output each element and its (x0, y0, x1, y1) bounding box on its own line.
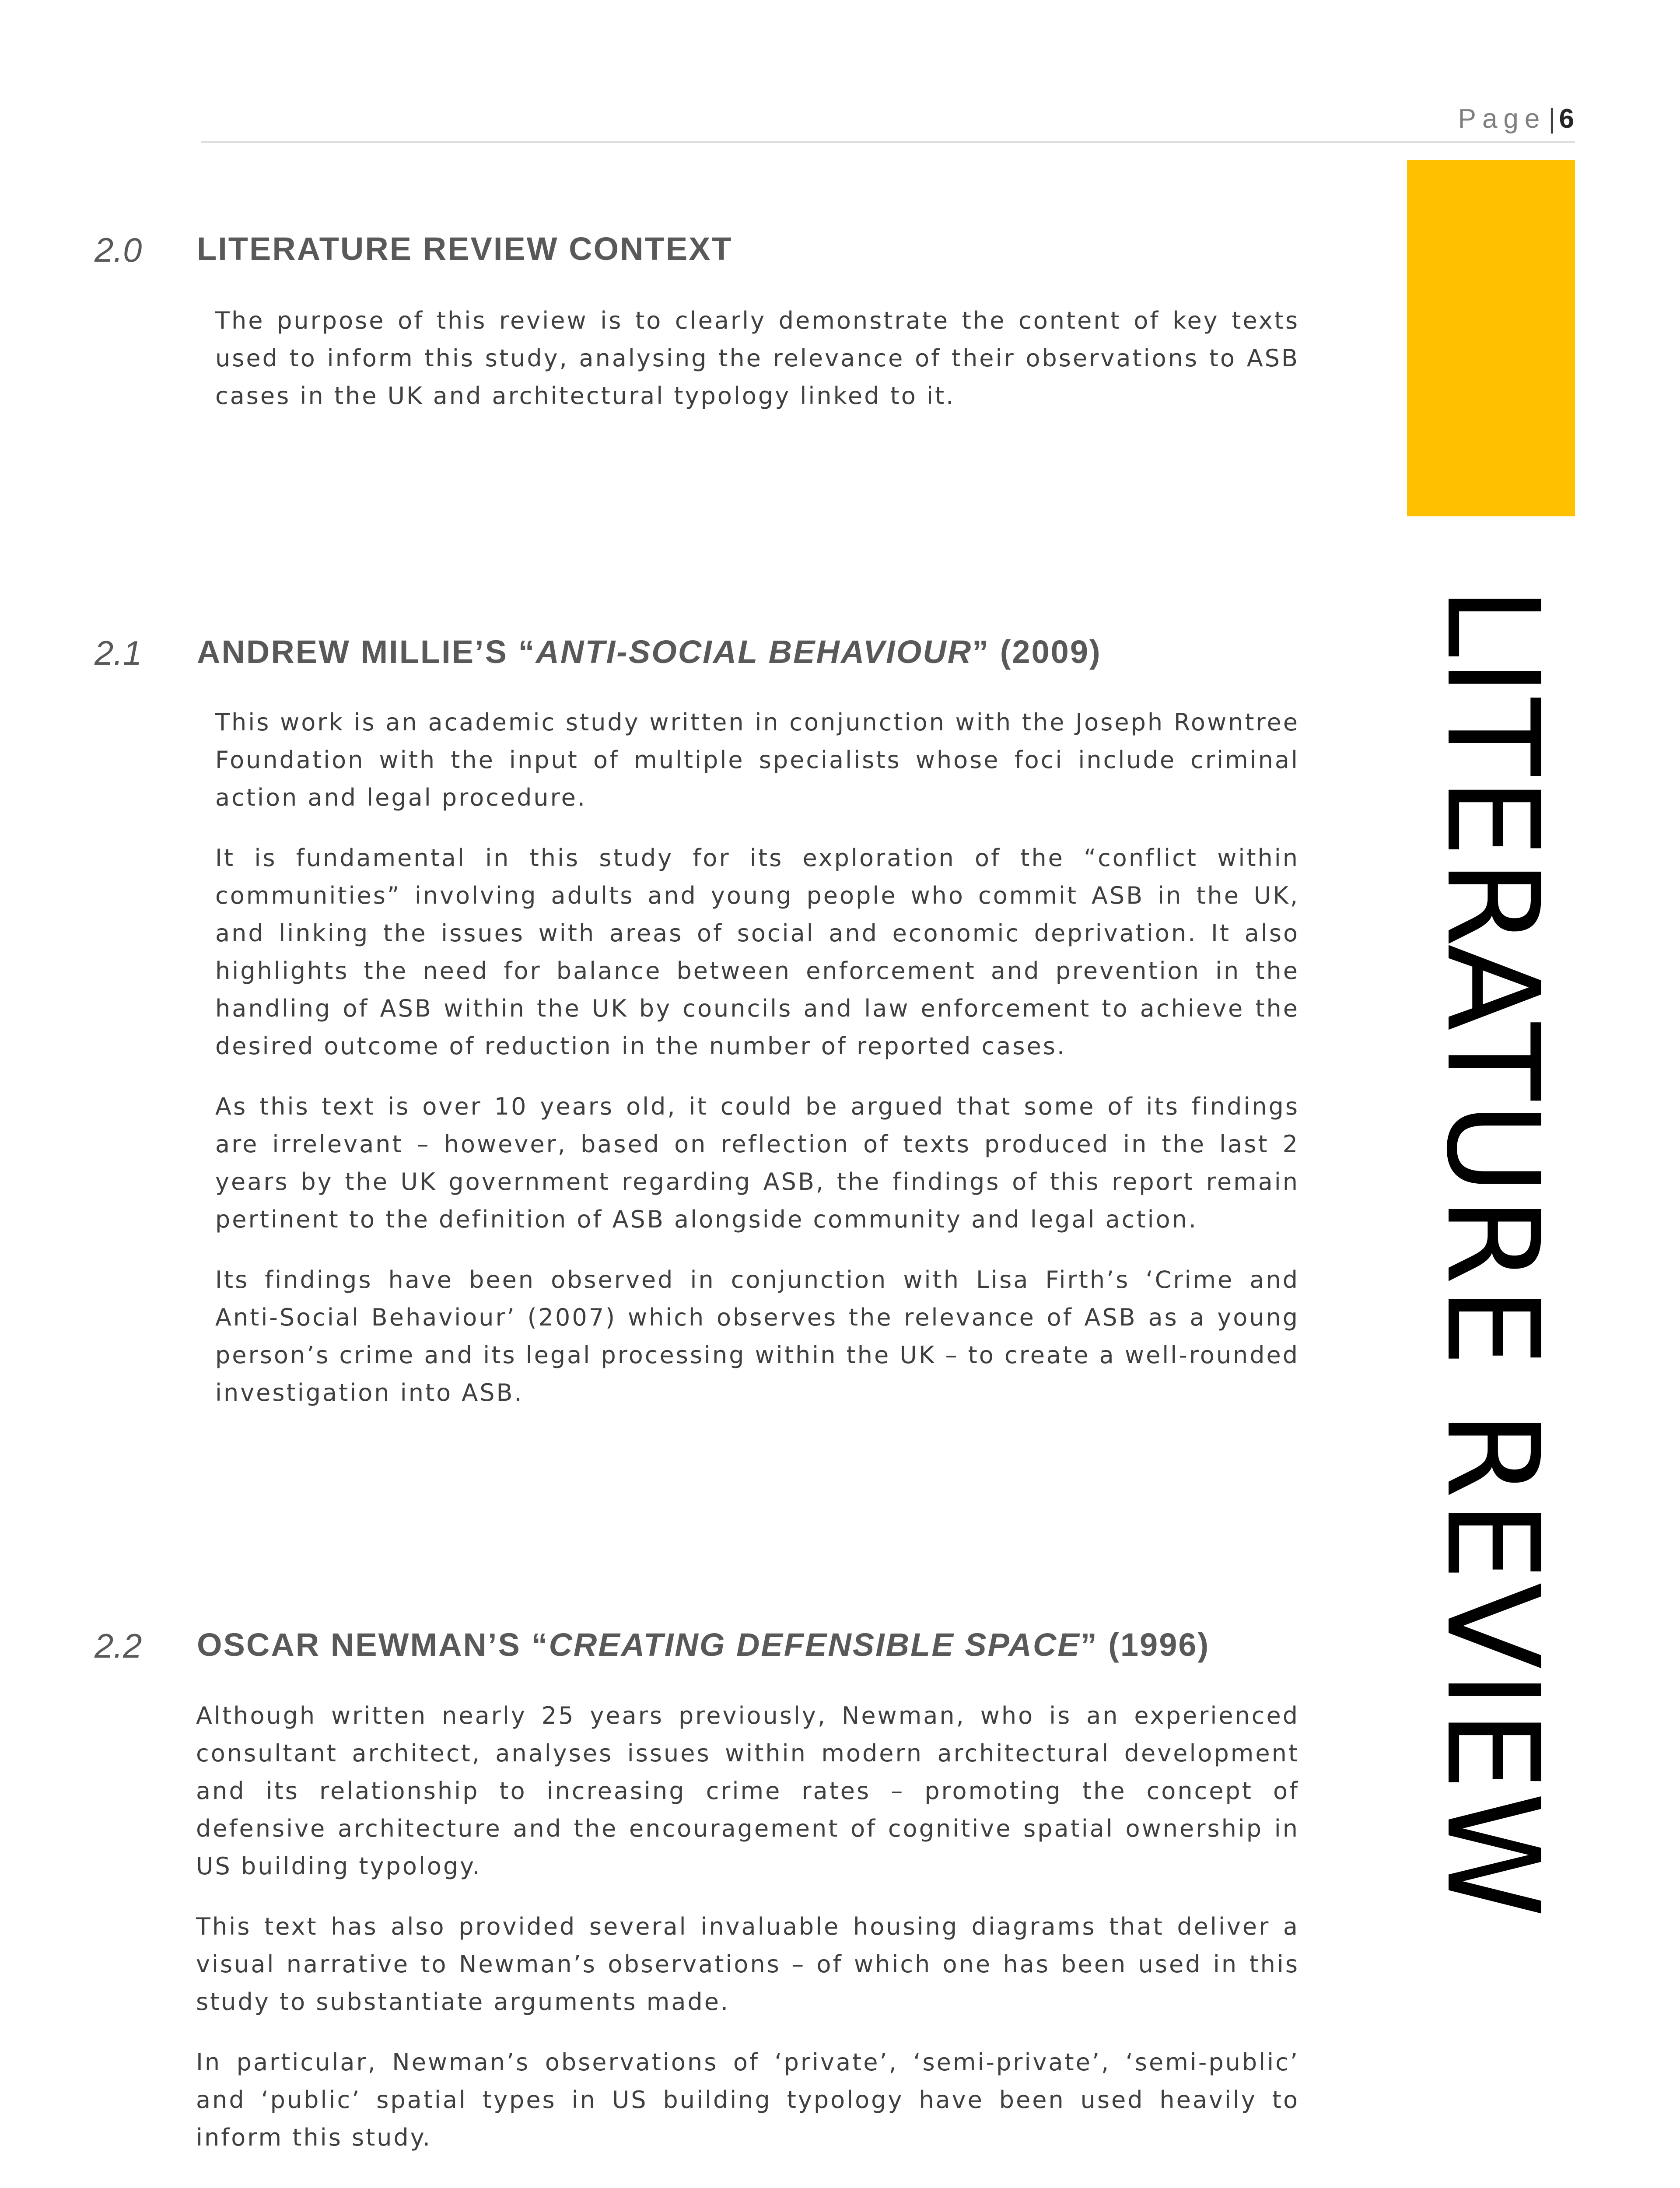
paragraph: The purpose of this review is to clearly demonstrate the content of key texts used to inform this study, analysing the relevance of their observations to ASB cases in the UK and architectural typology linked to it. (215, 307, 1299, 410)
section-number: 2.2 (94, 1627, 142, 1665)
section-number: 2.1 (94, 634, 142, 672)
paragraph: As this text is over 10 years old, it could be argued that some of its findings are irrelevant – however, based on reflection of texts produced in the last 2 years by the UK government regarding ASB, the findings of this report remain pertinent to the definition of ASB alongside community and legal action. (215, 1093, 1299, 1233)
paragraph: This work is an academic study written in conjunction with the Joseph Rowntree Foundation with the input of multiple specialists whose foci include criminal action and legal procedure. (215, 708, 1299, 811)
paragraph: In particular, Newman’s observations of ‘private’, ‘semi-private’, ‘semi-public’ and ‘public’ spatial types in US building typology have been used heavily to inform this study. (196, 2048, 1299, 2151)
page-number: 6 (1559, 104, 1574, 134)
section-heading-text: ANDREW MILLIE’S “ (197, 634, 536, 670)
section-heading-italic: ANTI-SOCIAL BEHAVIOUR (536, 634, 973, 670)
section-heading-text: OSCAR NEWMAN’S “ (197, 1627, 549, 1663)
section-body (196, 1697, 1299, 2179)
header-rule (201, 141, 1575, 143)
section-heading (197, 633, 1102, 670)
section-heading-italic: CREATING DEFENSIBLE SPACE (549, 1627, 1081, 1663)
paragraph: Although written nearly 25 years previously, Newman, who is an experienced consultant architect, analyses issues within modern architectural development and its relationship to increasing crime rates – promoting the concept of defensive architecture and the encouragement of cognitive spatial ownership in US building typology. (196, 1702, 1299, 1880)
section-heading (197, 1626, 1210, 1663)
section-heading-suffix: ” (2009) (972, 634, 1102, 670)
page-label: Page (1458, 104, 1546, 134)
section-body (215, 302, 1299, 438)
page-number-marker (1458, 103, 1574, 134)
paragraph: Its findings have been observed in conjunction with Lisa Firth’s ‘Crime and Anti-Social Behaviour’ (2007) which observes the relevance of ASB as a young person’s crime and its legal processing within the UK – to create a well-rounded investigation into ASB. (215, 1266, 1299, 1406)
page-separator: | (1548, 104, 1556, 134)
section-body (215, 704, 1299, 1434)
side-chapter-title: LITERATURE REVIEW (1418, 586, 1566, 1920)
section-heading (197, 230, 733, 267)
accent-color-block (1407, 160, 1575, 516)
paragraph: This text has also provided several invaluable housing diagrams that deliver a visual narrative to Newman’s observations – of which one has been used in this study to substantiate arguments made. (196, 1913, 1299, 2016)
section-heading-text: LITERATURE REVIEW CONTEXT (197, 231, 733, 267)
paragraph: It is fundamental in this study for its exploration of the “conflict within communities” involving adults and young people who commit ASB in the UK, and linking the issues with areas of social and economic deprivation. It also highlights the need for balance between enforcement and prevention in the handling of ASB within the UK by councils and law enforcement to achieve the desired outcome of reduction in the number of reported cases. (215, 844, 1299, 1060)
section-heading-suffix: ” (1996) (1080, 1627, 1210, 1663)
section-number: 2.0 (94, 231, 142, 269)
